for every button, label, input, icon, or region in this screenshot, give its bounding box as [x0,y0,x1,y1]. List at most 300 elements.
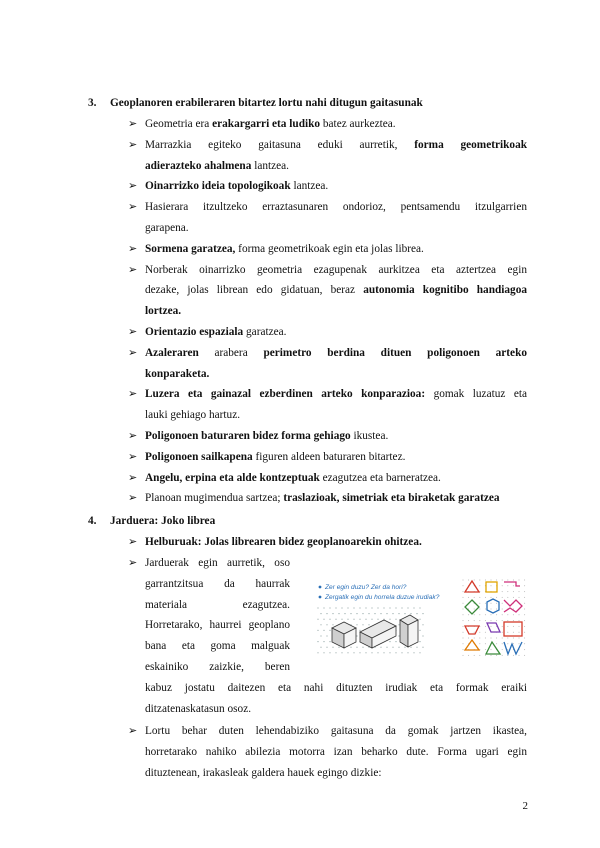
grid-peg [329,619,330,620]
grid-peg [519,591,520,592]
grid-peg [323,641,324,642]
paragraph-line: horretarako nahiko abilezia motorra izan beharko dute. Forma ugari egin [145,745,527,758]
grid-peg [507,580,508,581]
bullet-arrow: ➢ [128,138,138,151]
grid-peg [320,624,321,625]
grid-peg [485,632,486,633]
grid-peg [502,626,503,627]
grid-peg [365,652,366,653]
grid-peg [485,620,486,621]
list-item-line [145,159,289,173]
grid-peg [507,626,508,627]
bullet-arrow: ➢ [128,492,138,505]
grid-peg [347,652,348,653]
bullet-arrow: ➢ [128,725,138,737]
grid-peg [392,647,393,648]
grid-peg [413,652,414,653]
grid-peg [463,597,464,598]
grid-peg [502,597,503,598]
grid-peg [419,619,420,620]
grid-peg [356,635,357,636]
list-item-line [145,387,527,401]
grid-peg [463,643,464,644]
grid-peg [371,619,372,620]
grid-peg [341,619,342,620]
paragraph-line: garrantzitsua da haurrak [145,577,290,590]
grid-peg [507,591,508,592]
text: dezake, jolas librean edo gidatuan, beraz [145,284,364,297]
bold-text: Oinarrizko ideia topologikoak [145,180,291,193]
grid-peg [513,614,514,615]
grid-peg [502,591,503,592]
list-item-line [145,429,388,443]
grid-peg [350,613,351,614]
grid-peg [386,613,387,614]
grid-peg [398,635,399,636]
grid-peg [496,614,497,615]
grid-peg [392,613,393,614]
bold-text: Poligonoen baturaren bidez forma gehiago [145,430,351,442]
text: Planoan mugimendua sartzea; [145,492,284,505]
bullet-arrow: ➢ [128,118,138,130]
grid-peg [347,619,348,620]
grid-peg [359,607,360,608]
grid-peg [389,607,390,608]
grid-peg [507,649,508,650]
grid-peg [395,652,396,653]
list-item-line [145,242,424,256]
grid-peg [317,607,318,608]
grid-peg [507,632,508,633]
grid-peg [416,647,417,648]
paragraph-line: Horretarako, haurrei geoplano [145,619,290,632]
grid-peg [407,607,408,608]
grid-peg [519,638,520,639]
grid-peg [401,652,402,653]
grid-peg [347,607,348,608]
grid-peg [485,580,486,581]
grid-peg [329,641,330,642]
list-item-line [145,263,527,277]
grid-peg [368,613,369,614]
paragraph-line: eskainiko zaizkie, beren [145,661,290,673]
bold-text: Orientazio espaziala [145,326,244,338]
grid-peg [474,597,475,598]
grid-peg [513,638,514,639]
bold-text: adierazteko ahalmena [145,159,252,172]
grid-peg [519,580,520,581]
grid-peg [368,624,369,625]
grid-peg [413,607,414,608]
grid-peg [463,626,464,627]
grid-peg [317,630,318,631]
text: garatzea. [243,326,287,338]
bullet-arrow: ➢ [128,450,138,463]
grid-peg [491,626,492,627]
geoplane-shapes-figure [460,578,530,660]
grid-peg [326,635,327,636]
list-item-line [145,346,527,360]
grid-peg [463,655,464,656]
grid-peg [320,635,321,636]
grid-peg [323,619,324,620]
grid-peg [513,655,514,656]
grid-peg [524,609,525,610]
grid-peg [383,607,384,608]
grid-peg [377,619,378,620]
grid-peg [507,620,508,621]
grid-peg [502,638,503,639]
bold-text: Poligonoen sailkapena [145,450,253,463]
grid-peg [335,607,336,608]
grid-peg [377,652,378,653]
grid-peg [485,643,486,644]
text: batez aurkeztea. [320,118,396,130]
grid-peg [371,652,372,653]
grid-peg [353,619,354,620]
grid-peg [513,643,514,644]
grid-peg [513,626,514,627]
grid-peg [463,649,464,650]
grid-peg [380,647,381,648]
grid-peg [332,647,333,648]
grid-peg [496,609,497,610]
grid-peg [502,603,503,604]
grid-peg [353,652,354,653]
bullet-arrow: ➢ [128,346,138,359]
list-item-line [145,283,527,297]
grid-peg [398,613,399,614]
grid-peg [524,655,525,656]
text: garapena. [145,222,189,234]
grid-peg [524,614,525,615]
list-item-line [145,200,527,214]
grid-peg [474,614,475,615]
grid-peg [317,641,318,642]
grid-peg [496,638,497,639]
text: ikustea. [350,430,389,442]
grid-peg [329,607,330,608]
paragraph-line: kabuz jostatu daitezen eta nahi dituzten irudiak eta formak eraiki [145,682,527,694]
grid-peg [524,603,525,604]
grid-peg [507,597,508,598]
grid-peg [468,620,469,621]
grid-peg [317,619,318,620]
grid-peg [468,638,469,639]
grid-peg [519,643,520,644]
grid-peg [422,647,423,648]
grid-peg [491,638,492,639]
grid-peg [519,626,520,627]
grid-peg [474,632,475,633]
grid-peg [524,643,525,644]
grid-peg [468,614,469,615]
paragraph-line: Jarduerak egin aurretik, oso [145,557,290,569]
grid-peg [485,655,486,656]
section-3-title: Geoplanoren erabileraren bitartez lortu nahi ditugun gaitasunak [110,97,423,109]
grid-peg [474,638,475,639]
grid-peg [356,624,357,625]
grid-peg [524,620,525,621]
grid-peg [335,619,336,620]
grid-peg [422,635,423,636]
grid-peg [463,603,464,604]
grid-peg [524,638,525,639]
bullet-arrow: ➢ [128,180,138,193]
isometric-geoplane-figure [314,580,440,662]
grid-peg [496,643,497,644]
bold-text: lortzea. [145,305,182,318]
list-item-line [145,304,181,318]
grid-peg [519,620,520,621]
bullet-arrow: ➢ [128,557,138,569]
grid-peg [502,632,503,633]
grid-peg [524,626,525,627]
grid-peg [491,620,492,621]
grid-peg [507,643,508,644]
grid-peg [389,652,390,653]
bullet-arrow: ➢ [128,536,138,548]
grid-peg [496,655,497,656]
grid-peg [383,652,384,653]
grid-peg [410,647,411,648]
text: ezagutzea eta barneratzea. [319,471,441,484]
grid-peg [323,652,324,653]
bold-text: Luzera eta gainazal ezberdinen arteko konparazioa: [145,388,426,401]
grid-peg [524,632,525,633]
text: Geometria era [145,118,213,130]
grid-peg [479,580,480,581]
grid-peg [463,638,464,639]
grid-peg [491,580,492,581]
grid-peg [479,655,480,656]
grid-peg [371,607,372,608]
grid-peg [468,655,469,656]
grid-peg [468,597,469,598]
bullet-arrow: ➢ [128,201,138,214]
grid-peg [395,641,396,642]
grid-peg [329,652,330,653]
grid-peg [356,613,357,614]
grid-peg [519,597,520,598]
grid-peg [468,580,469,581]
grid-peg [502,649,503,650]
grid-peg [524,649,525,650]
grid-peg [519,655,520,656]
text: figuren aldeen baturaren bitartez. [252,450,406,463]
grid-peg [507,614,508,615]
grid-peg [502,655,503,656]
grid-peg [491,597,492,598]
grid-peg [323,630,324,631]
grid-peg [320,613,321,614]
grid-peg [463,609,464,610]
grid-peg [422,613,423,614]
text: lantzea. [290,180,329,193]
grid-peg [323,607,324,608]
grid-peg [507,638,508,639]
grid-peg [356,647,357,648]
grid-peg [326,647,327,648]
grid-peg [416,613,417,614]
bold-text: forma geometrikoak [414,138,527,151]
grid-peg [479,609,480,610]
grid-peg [479,632,480,633]
grid-peg [419,607,420,608]
grid-peg [407,652,408,653]
grid-peg [463,580,464,581]
grid-peg [389,641,390,642]
question-bullet [319,586,322,589]
list-item-line [145,450,405,464]
grid-peg [362,647,363,648]
grid-peg [344,613,345,614]
bold-text: perimetro berdina dituen poligonoen arteko [263,346,527,359]
grid-peg [474,620,475,621]
list-item-line [145,471,441,485]
grid-peg [398,624,399,625]
bold-text: Azaleraren [145,346,199,359]
bullet-arrow: ➢ [128,471,138,484]
grid-peg [362,613,363,614]
question-bullet [319,596,322,599]
grid-peg [350,647,351,648]
grid-peg [463,591,464,592]
list-item-line [145,408,240,422]
grid-peg [502,580,503,581]
grid-peg [479,638,480,639]
grid-peg [463,585,464,586]
bold-text: traslazioak, simetriak eta biraketak garatzea [283,492,500,505]
text: gomak luzatuz eta [425,388,527,401]
grid-peg [485,614,486,615]
grid-peg [422,624,423,625]
bold-text: Sormena garatzea, [145,242,236,255]
text: lauki gehiago hartuz. [145,409,241,422]
grid-peg [377,607,378,608]
grid-peg [485,597,486,598]
grid-peg [479,643,480,644]
grid-peg [479,620,480,621]
geoplane-shapes-illustration [460,578,530,660]
grid-peg [502,614,503,615]
text: Hasierara itzultzeko erraztasunaren ondorioz, pentsamendu itzulgarrien [145,201,527,214]
grid-peg [353,607,354,608]
grid-peg [513,585,514,586]
grid-peg [491,649,492,650]
grid-peg [513,597,514,598]
text: Norberak oinarrizko geometria ezagupenak aurkitzea eta aztertzea egin [145,263,527,276]
grid-peg [491,603,492,604]
grid-peg [491,585,492,586]
grid-peg [419,641,420,642]
grid-peg [524,580,525,581]
grid-peg [513,591,514,592]
grid-peg [365,607,366,608]
grid-peg [335,652,336,653]
text: forma geometrikoak egin eta jolas librea. [235,242,424,255]
grid-peg [474,655,475,656]
grid-peg [362,624,363,625]
grid-peg [359,630,360,631]
page-number: 2 [522,800,528,812]
grid-peg [386,647,387,648]
grid-peg [519,632,520,633]
section-4-goal: Helburuak: Jolas librearen bidez geoplanoarekin ohitzea. [145,536,422,548]
bold-text: konparaketa. [145,367,210,380]
grid-peg [463,614,464,615]
list-item-line [145,138,527,152]
grid-peg [513,620,514,621]
bold-text: erakargarri eta ludiko [212,118,321,130]
bold-text: autonomia kognitibo handiagoa [363,284,527,297]
grid-peg [380,613,381,614]
section-3-number: 3. [88,97,97,109]
isometric-geoplane-illustration [314,580,440,662]
section-4-title: Jarduera: Joko librea [110,515,216,527]
grid-peg [479,603,480,604]
paragraph-line: dituztenean, irakasleak galdera hauek egingo dizkie: [145,766,382,779]
grid-peg [485,609,486,610]
grid-peg [326,613,327,614]
grid-peg [502,620,503,621]
grid-peg [479,597,480,598]
grid-peg [404,647,405,648]
grid-peg [332,624,333,625]
grid-peg [341,607,342,608]
grid-peg [491,614,492,615]
list-item-line [145,179,328,193]
text: Marrazkia egiteko gaitasuna eduki aurretik, [145,138,415,151]
grid-peg [389,619,390,620]
grid-peg [502,643,503,644]
list-item-line [145,367,209,381]
grid-peg [502,585,503,586]
grid-peg [474,580,475,581]
figure-question-1: Zer egin duzu? Zer da hori? [325,584,407,591]
grid-peg [524,597,525,598]
section-4-number: 4. [88,515,97,527]
grid-peg [474,609,475,610]
grid-peg [507,585,508,586]
grid-peg [524,585,525,586]
grid-peg [419,652,420,653]
grid-peg [404,613,405,614]
grid-peg [332,613,333,614]
grid-peg [317,652,318,653]
grid-peg [496,620,497,621]
bullet-arrow: ➢ [128,388,138,401]
grid-peg [365,619,366,620]
grid-peg [496,597,497,598]
grid-peg [463,632,464,633]
grid-peg [502,609,503,610]
grid-peg [513,632,514,633]
list-item-line [145,117,396,131]
grid-peg [398,647,399,648]
bullet-arrow: ➢ [128,263,138,276]
grid-peg [485,603,486,604]
paragraph-line: Lortu behar duten lehendabiziko gaitasuna da gomak jartzen ikastea, [145,725,527,737]
grid-peg [395,619,396,620]
grid-peg [491,655,492,656]
grid-peg [401,607,402,608]
grid-peg [496,580,497,581]
bullet-arrow: ➢ [128,326,138,338]
grid-peg [359,652,360,653]
grid-peg [359,619,360,620]
text: lantzea. [251,159,290,172]
